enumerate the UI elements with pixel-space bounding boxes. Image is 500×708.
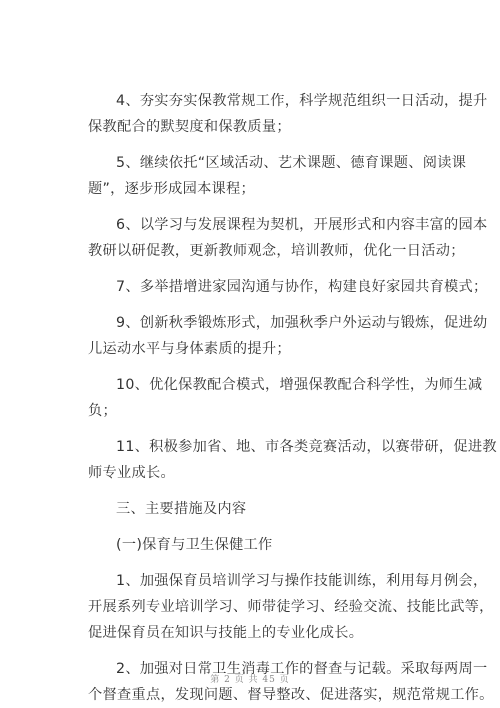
paragraph-item-6	[88, 212, 488, 264]
text-line: (一)保育与卫生保健工作	[116, 537, 273, 553]
paragraph-item-10	[88, 372, 483, 424]
text-line: 题”，逐步形成园本课程；	[88, 181, 256, 197]
paragraph-item-5	[88, 150, 467, 202]
text-line: 保教配合的默契度和保教质量；	[88, 119, 291, 135]
document-body	[88, 88, 497, 708]
paragraph-measure-1	[88, 568, 494, 646]
subsection-heading	[88, 532, 433, 558]
text-line: 7、多举措增进家园沟通与协作，构建良好家园共育模式；	[116, 279, 488, 295]
text-line: 开展系列专业培训学习、师带徒学习、经验交流、技能比武等，	[88, 599, 494, 615]
text-line: 师专业成长。	[88, 465, 175, 481]
paragraph-item-7	[88, 274, 488, 300]
text-line: 6、以学习与发展课程为契机，开展形式和内容丰富的园本	[116, 217, 488, 233]
text-line: 负；	[88, 403, 117, 419]
page-number-footer: 第 2 页 共 45 页	[210, 675, 290, 685]
text-line: 三、主要措施及内容	[116, 501, 247, 517]
section-heading	[88, 496, 433, 522]
paragraph-item-11	[88, 434, 497, 486]
text-line: 2、加强对日常卫生消毒工作的督查与记载。采取每两周一	[116, 661, 488, 677]
text-line: 10、优化保教配合模式，增强保教配合科学性，为师生减	[116, 377, 483, 393]
text-line: 促进保育员在知识与技能上的专业化成长。	[88, 625, 364, 641]
text-line: 1、加强保育员培训学习与操作技能训练，利用每月例会，	[116, 573, 488, 589]
text-line: 儿运动水平与身体素质的提升；	[88, 341, 291, 357]
paragraph-item-9	[88, 310, 488, 362]
paragraph-item-4	[88, 88, 488, 140]
text-line: 11、积极参加省、地、市各类竞赛活动，以赛带研，促进教	[116, 439, 497, 455]
text-line: 个督查重点，发现问题、督导整改、促进落实，规范常规工作。	[88, 687, 494, 703]
text-line: 9、创新秋季锻炼形式，加强秋季户外运动与锻炼，促进幼	[116, 315, 488, 331]
text-line: 5、继续依托“区域活动、艺术课题、德育课题、阅读课	[116, 155, 467, 171]
text-line: 4、夯实夯实保教常规工作，科学规范组织一日活动，提升	[116, 93, 488, 109]
text-line: 教研以研促教，更新教师观念，培训教师，优化一日活动；	[88, 243, 465, 259]
